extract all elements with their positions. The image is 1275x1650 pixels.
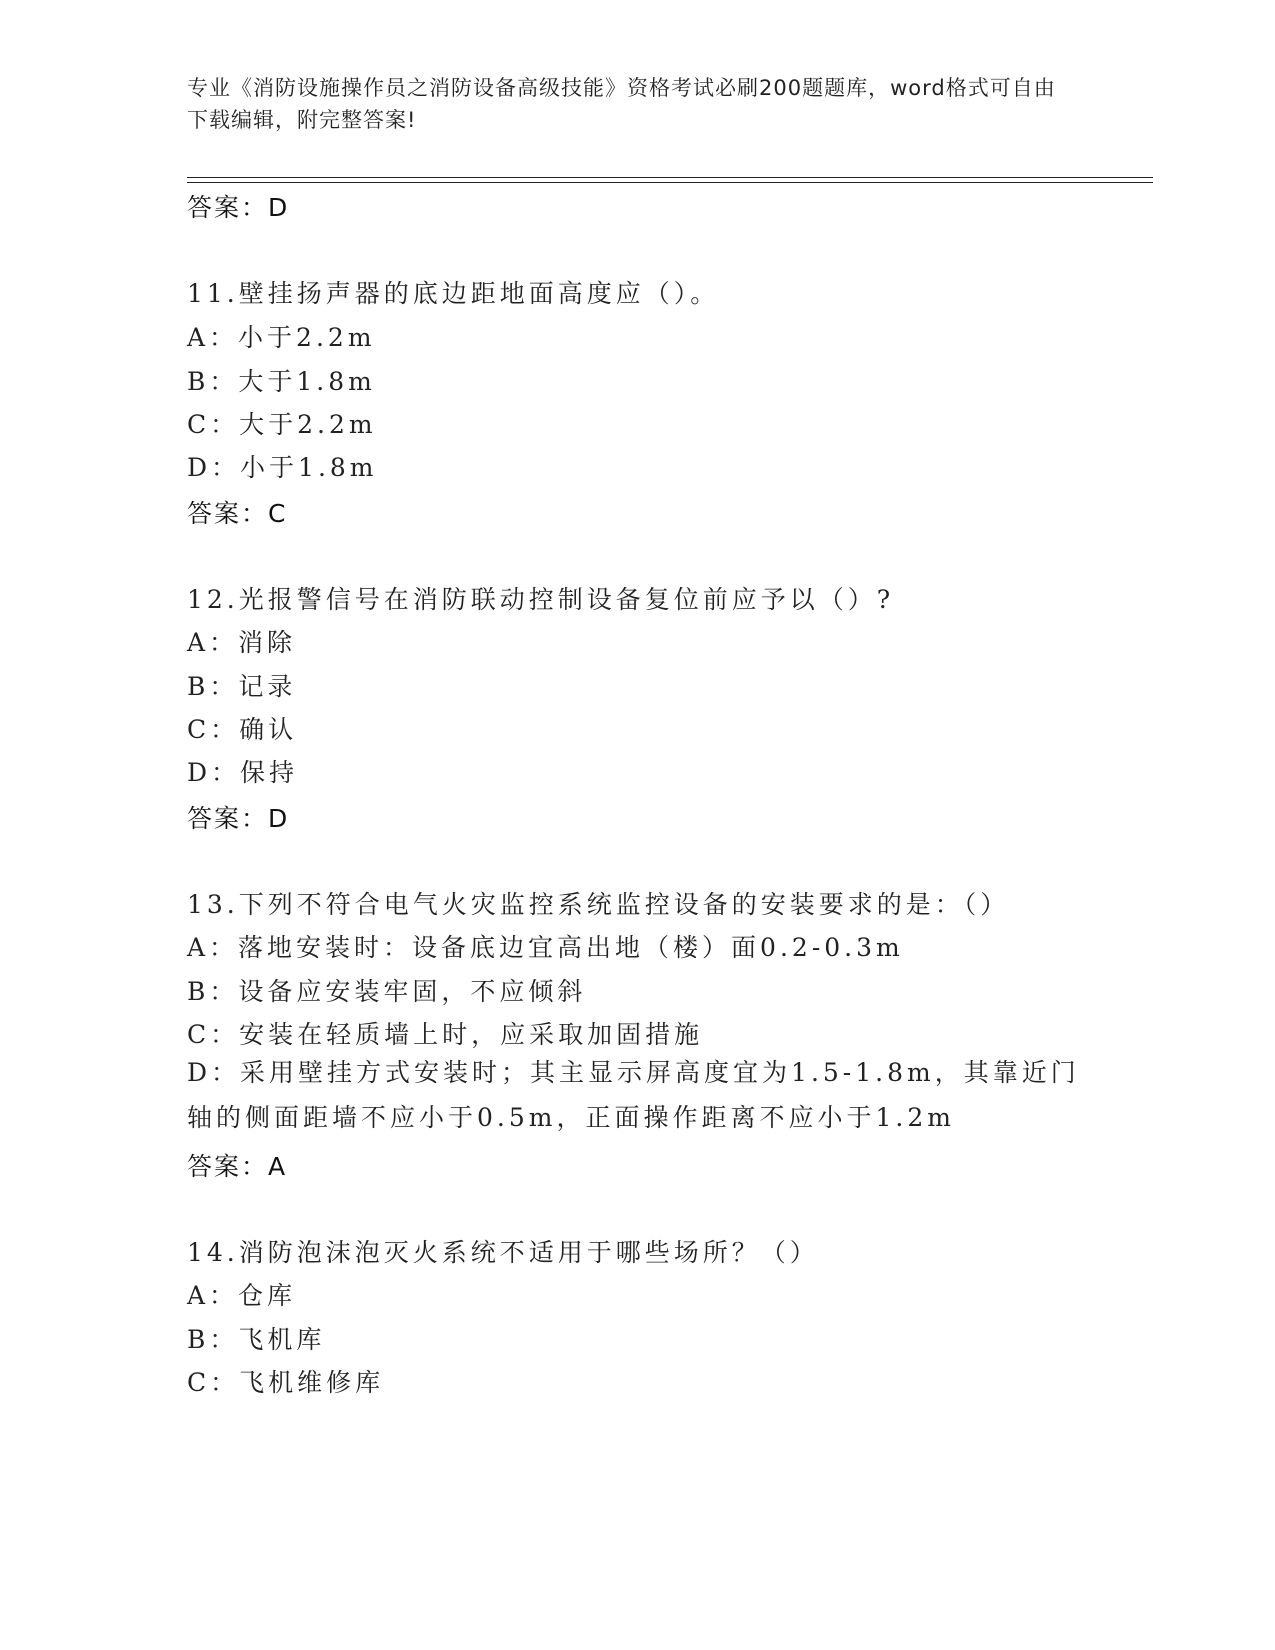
question-13-option-c: C：安装在轻质墙上时，应采取加固措施 [187, 1020, 704, 1049]
question-12-option-a: A：消除 [187, 628, 297, 657]
question-13-option-b: B：设备应安装牢固，不应倾斜 [187, 977, 587, 1006]
header-divider-bottom [187, 182, 1153, 183]
question-11-option-a: A：小于2.2m [187, 323, 376, 352]
document-header: 专业《消防设施操作员之消防设备高级技能》资格考试必刷200题题库，word格式可自由下载编辑，附完整答案! [187, 76, 1056, 132]
question-12-option-d: D：保持 [187, 758, 299, 787]
question-11-answer: 答案：C [187, 499, 288, 528]
previous-answer: 答案：D [187, 193, 290, 222]
question-14-option-a: A：仓库 [187, 1281, 297, 1310]
question-11-option-d: D：小于1.8m [187, 453, 378, 482]
question-11-stem: 11.壁挂扬声器的底边距地面高度应（）。 [187, 279, 720, 308]
question-12-answer: 答案：D [187, 804, 290, 833]
question-11-option-b: B：大于1.8m [187, 367, 376, 396]
question-13-answer: 答案：A [187, 1152, 288, 1181]
question-12-option-c: C：确认 [187, 715, 298, 744]
question-13-option-a: A：落地安装时：设备底边宜高出地（楼）面0.2-0.3m [187, 933, 904, 962]
question-14-option-c: C：飞机维修库 [187, 1368, 385, 1397]
header-divider-top [187, 177, 1153, 178]
question-11-option-c: C：大于2.2m [187, 410, 377, 439]
question-12-stem: 12.光报警信号在消防联动控制设备复位前应予以（）? [187, 585, 895, 614]
question-14-stem: 14.消防泡沫泡灭火系统不适用于哪些场所？（） [187, 1238, 819, 1267]
question-13-option-d: D：采用壁挂方式安装时；其主显示屏高度宜为1.5-1.8m，其靠近门轴的侧面距墙不应小于0.5m，正面操作距离不应小于1.2m [187, 1058, 1080, 1132]
question-12-option-b: B：记录 [187, 672, 297, 701]
question-14-option-b: B：飞机库 [187, 1325, 326, 1354]
question-13-stem: 13.下列不符合电气火灾监控系统监控设备的安装要求的是：（） [187, 890, 1010, 919]
